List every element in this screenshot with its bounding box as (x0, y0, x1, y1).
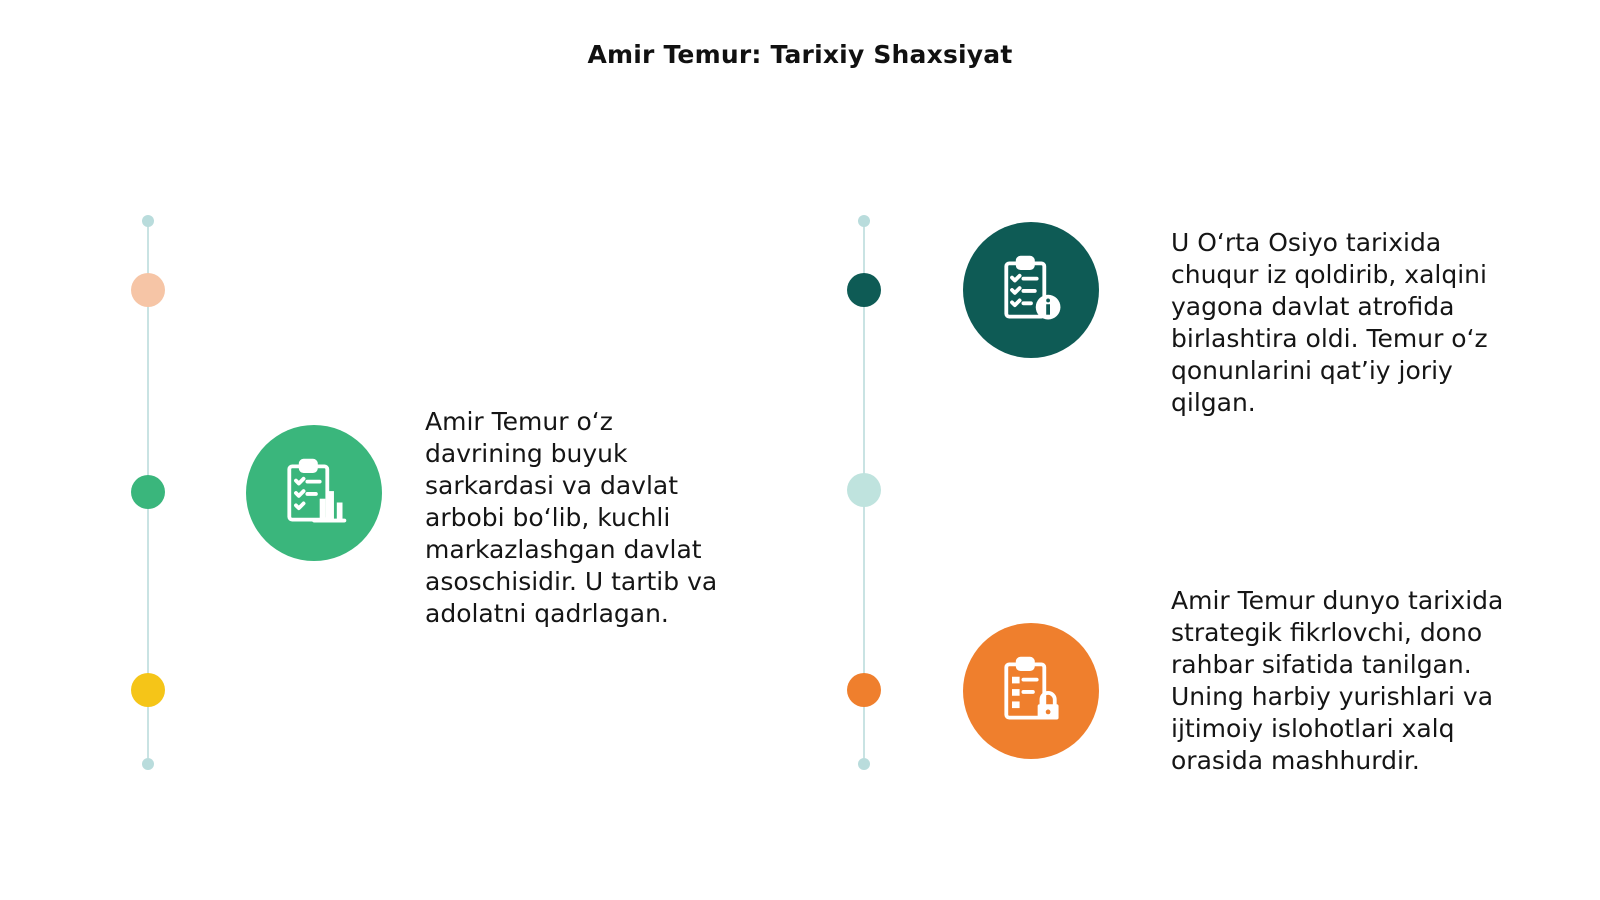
timeline-cap-bottom (142, 758, 154, 770)
item-3-icon-circle (963, 623, 1099, 759)
timeline-dot-orange (847, 673, 881, 707)
timeline-dot-dark-teal (847, 273, 881, 307)
timeline-cap-top (142, 215, 154, 227)
clipboard-info-icon (993, 252, 1069, 328)
timeline-dot-yellow (131, 673, 165, 707)
item-2-icon-circle (963, 222, 1099, 358)
timeline-dot-light-teal (847, 473, 881, 507)
item-1-text: Amir Temur o‘z davrining buyuk sarkardasi va davlat arbobi bo‘lib, kuchli markazlashgan davlat asoschisidir. U tartib va adolatni qadrlagan. (425, 407, 718, 628)
timeline-dot-peach (131, 273, 165, 307)
timeline-dot-green (131, 475, 165, 509)
clipboard-chart-icon (276, 455, 352, 531)
item-2-text: U O‘rta Osiyo tarixida chuqur iz qoldirib, xalqini yagona davlat atrofida birlashtira oldi. Temur o‘z qonunlarini qat’iy joriy qilgan. (1171, 228, 1488, 417)
clipboard-lock-icon (993, 653, 1069, 729)
timeline-cap-top (858, 215, 870, 227)
item-1-icon-circle (246, 425, 382, 561)
item-3-text: Amir Temur dunyo tarixida strategik fikrlovchi, dono rahbar sifatida tanilgan. Uning harbiy yurishlari va ijtimoiy islohotlari xalq orasida mashhurdir. (1171, 586, 1504, 775)
timeline-cap-bottom (858, 758, 870, 770)
page-title: Amir Temur: Tarixiy Shaxsiyat (587, 40, 1013, 69)
